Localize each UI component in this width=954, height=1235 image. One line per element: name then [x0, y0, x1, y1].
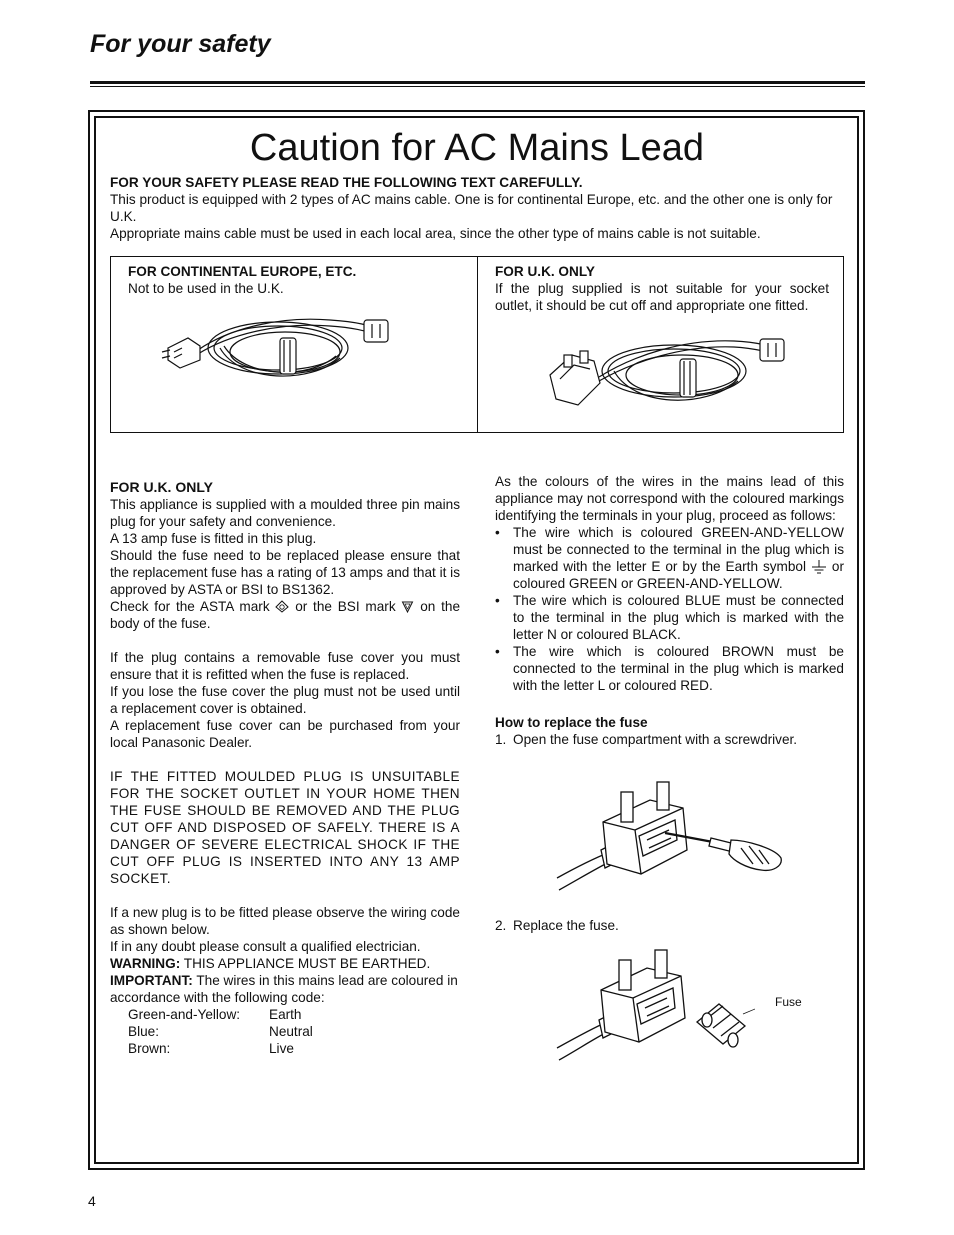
left-paragraph-3: Should the fuse need to be replaced please ensure that the replacement fuse has a rating of 13 amps and that it is approved by ASTA or BSI to BS1362. [110, 548, 460, 597]
uk-column [495, 263, 829, 314]
left-paragraph-7: A replacement fuse cover can be purchased from your local Panasonic Dealer. [110, 718, 460, 750]
wiring-bullets [495, 524, 844, 694]
eu-cable-illustration [160, 308, 395, 388]
warning-text: THIS APPLIANCE MUST BE EARTHED. [183, 956, 431, 971]
left-warning-caps: IF THE FITTED MOULDED PLUG IS UNSUITABLE FOR THE SOCKET OUTLET IN YOUR HOME THEN THE FUSE SHOULD BE REMOVED AND THE PLUG CUT OFF AND DISPOSED OF SAFELY. THERE IS A DANGER OF SEVERE ELECTRICAL SHOCK IF THE CUT OFF PLUG IS INSERTED INTO ANY 13 AMP SOCKET. [110, 769, 460, 886]
eu-text: Not to be used in the U.K. [128, 281, 284, 296]
important-line [110, 972, 460, 1006]
step-2-text: Replace the fuse. [513, 918, 619, 933]
wire-code-table [128, 1006, 460, 1057]
warning-label: WARNING: [110, 956, 181, 971]
intro-paragraph-1: This product is equipped with 2 types of AC mains cable. One is for continental Europe, etc. and the other one is only for U.K. [110, 192, 833, 224]
wire-colour: Blue: [128, 1024, 159, 1039]
right-intro: As the colours of the wires in the mains lead of this appliance may not correspond with the coloured markings identifying the terminals in your plug, proceed as follows: [495, 474, 844, 523]
header-rule [90, 81, 865, 84]
bullet-green-yellow-tail: or coloured GREEN or GREEN-AND-YELLOW. [513, 559, 844, 591]
intro [110, 174, 845, 242]
page-number: 4 [88, 1193, 96, 1209]
wire-row [128, 1006, 460, 1023]
eu-heading: FOR CONTINENTAL EUROPE, ETC. [128, 264, 357, 279]
right-column [495, 473, 844, 748]
page-title: Caution for AC Mains Lead [249, 127, 705, 169]
left-paragraph-9: If in any doubt please consult a qualified electrician. [110, 939, 421, 954]
fuse-body-text: on the body of the fuse. [110, 599, 461, 631]
left-paragraph-1: This appliance is supplied with a moulded three pin mains plug for your safety and convenience. [110, 497, 460, 529]
wire-row [128, 1040, 460, 1057]
asta-mark-icon [275, 600, 289, 613]
open-fuse-illustration [555, 778, 787, 896]
replace-fuse-illustration [555, 944, 755, 1066]
intro-heading: FOR YOUR SAFETY PLEASE READ THE FOLLOWING TEXT CAREFULLY. [110, 175, 583, 190]
bsi-text: or the BSI mark [295, 599, 396, 614]
left-paragraph-2: A 13 amp fuse is fitted in this plug. [110, 531, 317, 546]
asta-text: Check for the ASTA mark [110, 599, 270, 614]
wire-row [128, 1023, 460, 1040]
warning-line [110, 955, 460, 972]
fuse-label: Fuse [775, 995, 802, 1009]
bullet-brown: • The wire which is coloured BROWN must be connected to the terminal in the plug which is marked with the letter L or coloured RED. [495, 643, 844, 694]
wire-meaning: Live [269, 1041, 294, 1056]
bullet-green-yellow-text: The wire which is coloured GREEN-AND-YELLOW must be connected to the terminal in the plug which is marked with the letter E or by the Earth symbol [513, 525, 844, 574]
bullet-green-yellow [495, 524, 844, 592]
bsi-kitemark-icon [401, 600, 414, 613]
uk-only-heading: FOR U.K. ONLY [110, 479, 213, 495]
step-1-number: 1. [495, 732, 507, 747]
left-column [110, 479, 460, 1057]
left-paragraph-6: If you lose the fuse cover the plug must not be used until a replacement cover is obtained. [110, 684, 460, 716]
intro-paragraph-2: Appropriate mains cable must be used in each local area, since the other type of mains cable is not suitable. [110, 226, 761, 241]
uk-cable-illustration [544, 325, 794, 415]
wire-meaning: Neutral [269, 1024, 313, 1039]
wire-colour: Green-and-Yellow: [128, 1007, 241, 1022]
section-title: For your safety [90, 30, 271, 58]
uk-heading: FOR U.K. ONLY [495, 264, 595, 279]
uk-text: If the plug supplied is not suitable for your socket outlet, it should be cut off and appropriate one fitted. [495, 281, 829, 313]
step-1 [495, 731, 844, 748]
step-1-text: Open the fuse compartment with a screwdriver. [513, 732, 798, 747]
wire-meaning: Earth [269, 1007, 302, 1022]
left-paragraph-4 [110, 598, 460, 632]
wire-colour: Brown: [128, 1041, 171, 1056]
important-text: The wires in this mains lead are coloured in accordance with the following code: [110, 973, 458, 1005]
step-2 [495, 917, 844, 934]
box-divider [477, 257, 478, 432]
eu-column [128, 263, 468, 297]
earth-symbol-icon [811, 560, 827, 574]
fuse-replace-heading: How to replace the fuse [495, 715, 648, 730]
left-paragraph-8: If a new plug is to be fitted please observe the wiring code as shown below. [110, 905, 460, 937]
left-paragraph-5: If the plug contains a removable fuse cover you must ensure that it is refitted when the fuse is replaced. [110, 650, 460, 682]
step-2-number: 2. [495, 918, 507, 933]
bullet-blue: • The wire which is coloured BLUE must be connected to the terminal in the plug which is marked with the letter N or coloured BLACK. [495, 592, 844, 643]
important-label: IMPORTANT: [110, 973, 193, 988]
header-rule-thin [90, 86, 865, 87]
